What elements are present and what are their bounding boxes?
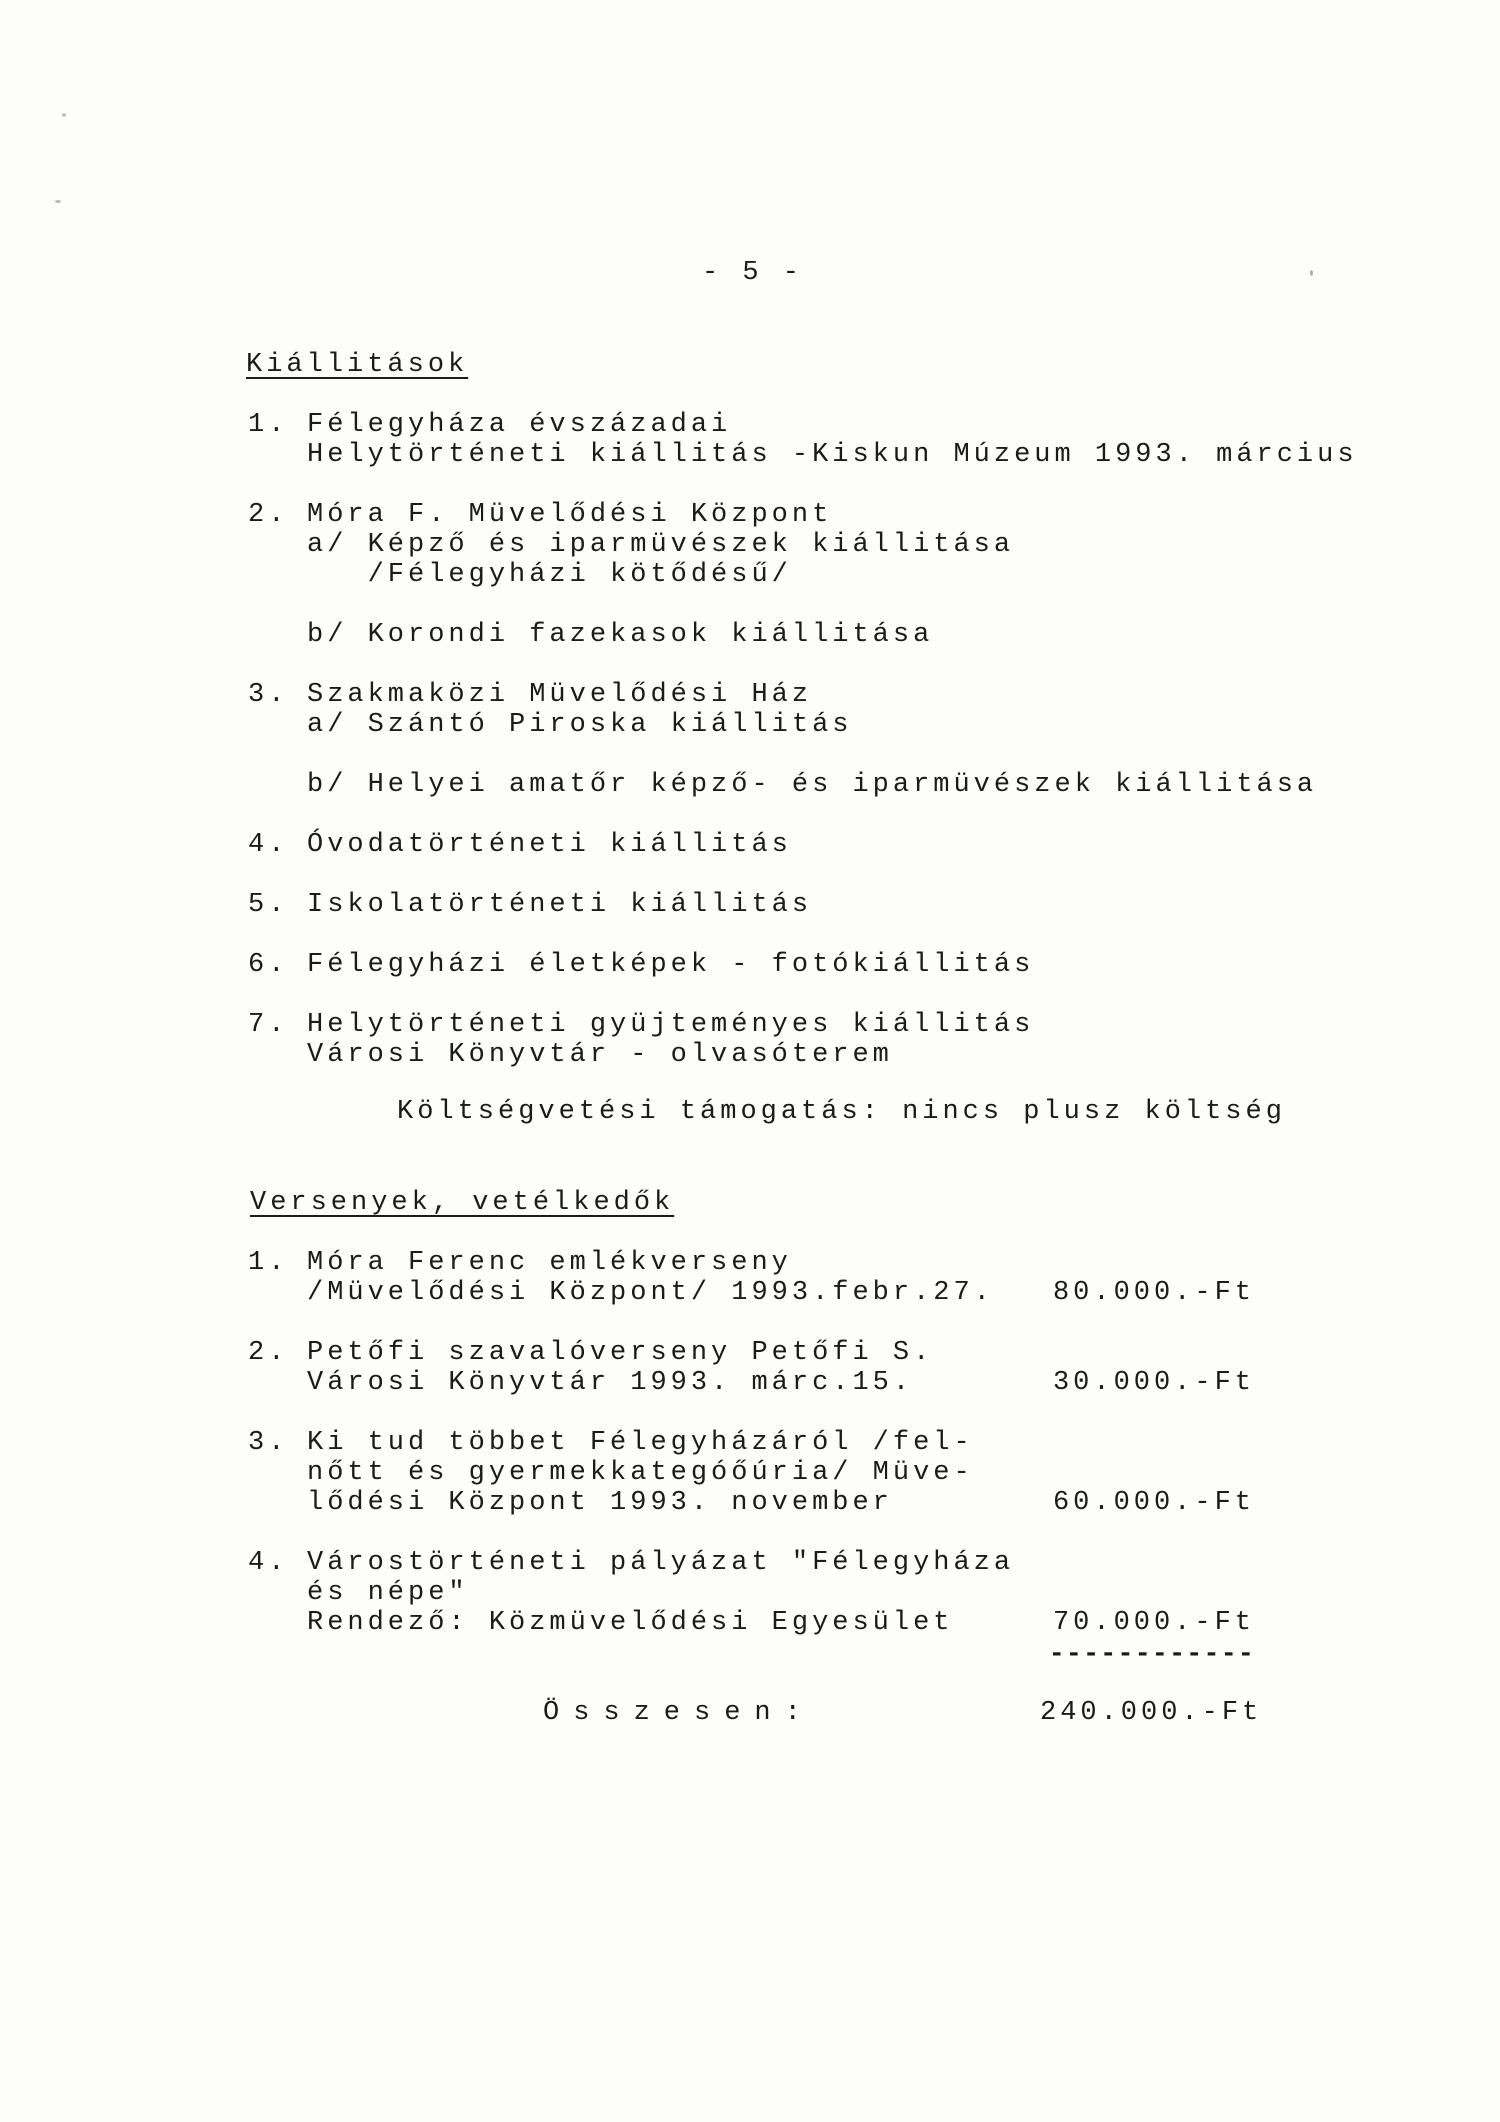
competition-line: lődési Központ 1993. november: [307, 1488, 893, 1518]
scan-speck: [1310, 270, 1313, 276]
competition-line: /Müvelődési Központ/ 1993.febr.27.: [307, 1278, 994, 1308]
exhibition-num: 6.: [248, 950, 289, 980]
competition-num: 2.: [248, 1338, 289, 1368]
competition-line: nőtt és gyermekkategóőúria/ Müve-: [307, 1458, 974, 1488]
exhibition-num: 1.: [248, 410, 289, 440]
competition-num: 1.: [248, 1248, 289, 1278]
exhibition-line: Félegyházi életképek - fotókiállitás: [307, 950, 1035, 980]
exhibition-line: b/ Helyei amatőr képző- és iparmüvészek kiállitása: [307, 770, 1318, 800]
exhibition-line: a/ Szántó Piroska kiállitás: [307, 710, 853, 740]
exhibition-num: 2.: [248, 500, 289, 530]
exhibition-num: 4.: [248, 830, 289, 860]
exhibition-line: Iskolatörténeti kiállitás: [307, 890, 813, 920]
exhibition-line: Szakmaközi Müvelődési Ház: [307, 680, 813, 710]
exhibition-line: Félegyháza évszázadai: [307, 410, 732, 440]
competition-amount: 80.000.-Ft: [1052, 1278, 1255, 1308]
competition-line: és népe": [307, 1578, 469, 1608]
page-number: - 5 -: [702, 258, 804, 288]
budget-note: Költségvetési támogatás: nincs plusz költség: [397, 1097, 1286, 1127]
exhibition-line: a/ Képző és iparmüvészek kiállitása: [307, 530, 1015, 560]
exhibition-num: 3.: [248, 680, 289, 710]
scan-speck: [62, 113, 66, 117]
competition-amount: 70.000.-Ft: [1052, 1608, 1255, 1638]
competition-num: 4.: [248, 1548, 289, 1578]
exhibitions-heading: Kiállitások: [246, 350, 469, 380]
exhibition-line: Helytörténeti gyüjteményes kiállitás: [307, 1010, 1035, 1040]
exhibition-num: 5.: [248, 890, 289, 920]
exhibition-line: Helytörténeti kiállitás -Kiskun Múzeum 1993. március: [307, 440, 1358, 470]
competition-line: Rendező: Közmüvelődési Egyesület: [307, 1608, 954, 1638]
competition-amount: 60.000.-Ft: [1052, 1488, 1255, 1518]
competitions-heading: Versenyek, vetélkedők: [250, 1188, 675, 1218]
scan-speck: [55, 200, 61, 203]
competition-num: 3.: [248, 1428, 289, 1458]
competition-line: Móra Ferenc emlékverseny: [307, 1248, 792, 1278]
total-separator: ------------: [1048, 1640, 1255, 1670]
total-amount: 240.000.-Ft: [1040, 1698, 1263, 1728]
total-label: Összesen:: [543, 1698, 815, 1728]
competition-line: Városi Könyvtár 1993. márc.15.: [307, 1368, 914, 1398]
competition-amount: 30.000.-Ft: [1052, 1368, 1255, 1398]
exhibition-line: b/ Korondi fazekasok kiállitása: [307, 620, 934, 650]
exhibition-line: /Félegyházi kötődésű/: [307, 560, 792, 590]
competition-line: Petőfi szavalóverseny Petőfi S.: [307, 1338, 934, 1368]
exhibition-num: 7.: [248, 1010, 289, 1040]
exhibition-line: Városi Könyvtár - olvasóterem: [307, 1040, 893, 1070]
competition-line: Ki tud többet Félegyházáról /fel-: [307, 1428, 974, 1458]
competition-line: Várostörténeti pályázat "Félegyháza: [307, 1548, 1015, 1578]
exhibition-line: Móra F. Müvelődési Központ: [307, 500, 833, 530]
exhibition-line: Óvodatörténeti kiállitás: [307, 830, 792, 860]
